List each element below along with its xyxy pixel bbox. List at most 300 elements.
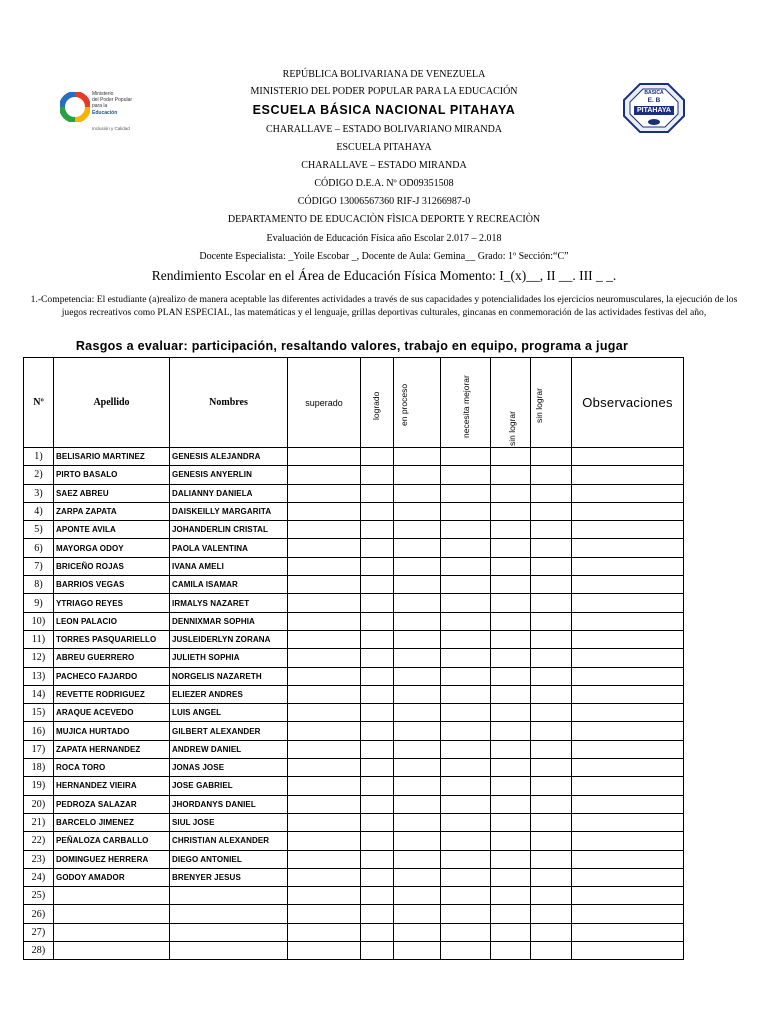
row-apellido: LEON PALACIO bbox=[54, 612, 170, 630]
table-row bbox=[24, 594, 684, 612]
row-apellido: APONTE AVILA bbox=[54, 521, 170, 539]
cell-superado[interactable] bbox=[288, 759, 361, 777]
cell-sin-lograr-2[interactable] bbox=[531, 502, 572, 520]
cell-sin-lograr-1[interactable] bbox=[491, 448, 531, 466]
cell-sin-lograr-1[interactable] bbox=[491, 813, 531, 831]
cell-superado[interactable] bbox=[288, 484, 361, 502]
table-row bbox=[24, 448, 684, 466]
cell-observaciones[interactable] bbox=[572, 539, 684, 557]
school-badge-name: PITAHAYA bbox=[637, 107, 671, 114]
row-apellido: PEÑALOZA CARBALLO bbox=[54, 832, 170, 850]
cell-sin-lograr-1[interactable] bbox=[491, 850, 531, 868]
table-row bbox=[24, 649, 684, 667]
cell-observaciones[interactable] bbox=[572, 612, 684, 630]
cell-necesita-mejorar[interactable] bbox=[441, 594, 491, 612]
row-nombres: PAOLA VALENTINA bbox=[170, 539, 288, 557]
cell-logrado[interactable] bbox=[361, 813, 394, 831]
cell-en-proceso[interactable] bbox=[394, 923, 441, 941]
row-nombres: DENNIXMAR SOPHIA bbox=[170, 612, 288, 630]
cell-logrado[interactable] bbox=[361, 448, 394, 466]
cell-observaciones[interactable] bbox=[572, 630, 684, 648]
cell-observaciones[interactable] bbox=[572, 887, 684, 905]
row-nombres: DAISKEILLY MARGARITA bbox=[170, 502, 288, 520]
row-number: 18) bbox=[24, 759, 54, 777]
header-location-2: CHARALLAVE – ESTADO MIRANDA bbox=[301, 160, 467, 171]
row-apellido bbox=[54, 942, 170, 960]
cell-observaciones[interactable] bbox=[572, 905, 684, 923]
row-apellido: PEDROZA SALAZAR bbox=[54, 795, 170, 813]
row-number: 19) bbox=[24, 777, 54, 795]
row-nombres bbox=[170, 942, 288, 960]
table-row bbox=[24, 905, 684, 923]
cell-logrado[interactable] bbox=[361, 704, 394, 722]
cell-observaciones[interactable] bbox=[572, 484, 684, 502]
cell-sin-lograr-1[interactable] bbox=[491, 649, 531, 667]
cell-en-proceso[interactable] bbox=[394, 795, 441, 813]
row-apellido: MUJICA HURTADO bbox=[54, 722, 170, 740]
cell-superado[interactable] bbox=[288, 832, 361, 850]
cell-necesita-mejorar[interactable] bbox=[441, 667, 491, 685]
cell-sin-lograr-2[interactable] bbox=[531, 448, 572, 466]
cell-logrado[interactable] bbox=[361, 466, 394, 484]
cell-sin-lograr-1[interactable] bbox=[491, 759, 531, 777]
col-header-sin-lograr-1: sin lograr bbox=[507, 411, 517, 446]
row-nombres: CAMILA ISAMAR bbox=[170, 576, 288, 594]
cell-necesita-mejorar[interactable] bbox=[441, 557, 491, 575]
table-row bbox=[24, 539, 684, 557]
row-number: 22) bbox=[24, 832, 54, 850]
cell-en-proceso[interactable] bbox=[394, 630, 441, 648]
header-department: DEPARTAMENTO DE EDUCACIÒN FÌSICA DEPORTE Y RECREACIÒN bbox=[227, 214, 541, 225]
cell-necesita-mejorar[interactable] bbox=[441, 722, 491, 740]
cell-superado[interactable] bbox=[288, 850, 361, 868]
cell-sin-lograr-2[interactable] bbox=[531, 630, 572, 648]
cell-sin-lograr-2[interactable] bbox=[531, 905, 572, 923]
cell-observaciones[interactable] bbox=[572, 448, 684, 466]
cell-superado[interactable] bbox=[288, 539, 361, 557]
cell-superado[interactable] bbox=[288, 521, 361, 539]
cell-sin-lograr-2[interactable] bbox=[531, 704, 572, 722]
row-nombres: GENESIS ANYERLIN bbox=[170, 466, 288, 484]
cell-superado[interactable] bbox=[288, 704, 361, 722]
row-nombres: ANDREW DANIEL bbox=[170, 740, 288, 758]
cell-logrado[interactable] bbox=[361, 502, 394, 520]
cell-logrado[interactable] bbox=[361, 649, 394, 667]
cell-superado[interactable] bbox=[288, 868, 361, 886]
cell-necesita-mejorar[interactable] bbox=[441, 685, 491, 703]
cell-observaciones[interactable] bbox=[572, 576, 684, 594]
cell-necesita-mejorar[interactable] bbox=[441, 484, 491, 502]
row-number: 16) bbox=[24, 722, 54, 740]
cell-logrado[interactable] bbox=[361, 612, 394, 630]
cell-en-proceso[interactable] bbox=[394, 759, 441, 777]
cell-logrado[interactable] bbox=[361, 722, 394, 740]
cell-necesita-mejorar[interactable] bbox=[441, 466, 491, 484]
cell-observaciones[interactable] bbox=[572, 594, 684, 612]
cell-observaciones[interactable] bbox=[572, 722, 684, 740]
cell-superado[interactable] bbox=[288, 722, 361, 740]
cell-superado[interactable] bbox=[288, 740, 361, 758]
cell-sin-lograr-1[interactable] bbox=[491, 905, 531, 923]
cell-necesita-mejorar[interactable] bbox=[441, 887, 491, 905]
cell-en-proceso[interactable] bbox=[394, 502, 441, 520]
cell-en-proceso[interactable] bbox=[394, 649, 441, 667]
cell-observaciones[interactable] bbox=[572, 795, 684, 813]
cell-sin-lograr-1[interactable] bbox=[491, 557, 531, 575]
row-nombres: IRMALYS NAZARET bbox=[170, 594, 288, 612]
cell-sin-lograr-2[interactable] bbox=[531, 484, 572, 502]
cell-sin-lograr-1[interactable] bbox=[491, 502, 531, 520]
col-header-superado: superado bbox=[288, 358, 361, 448]
row-nombres bbox=[170, 887, 288, 905]
cell-superado[interactable] bbox=[288, 630, 361, 648]
cell-logrado[interactable] bbox=[361, 905, 394, 923]
cell-logrado[interactable] bbox=[361, 557, 394, 575]
cell-superado[interactable] bbox=[288, 612, 361, 630]
cell-logrado[interactable] bbox=[361, 740, 394, 758]
cell-en-proceso[interactable] bbox=[394, 722, 441, 740]
row-number: 27) bbox=[24, 923, 54, 941]
row-number: 6) bbox=[24, 539, 54, 557]
cell-sin-lograr-2[interactable] bbox=[531, 521, 572, 539]
cell-superado[interactable] bbox=[288, 813, 361, 831]
table-row bbox=[24, 612, 684, 630]
cell-observaciones[interactable] bbox=[572, 557, 684, 575]
cell-logrado[interactable] bbox=[361, 923, 394, 941]
cell-en-proceso[interactable] bbox=[394, 466, 441, 484]
cell-necesita-mejorar[interactable] bbox=[441, 923, 491, 941]
cell-logrado[interactable] bbox=[361, 942, 394, 960]
cell-sin-lograr-2[interactable] bbox=[531, 594, 572, 612]
cell-sin-lograr-2[interactable] bbox=[531, 685, 572, 703]
cell-observaciones[interactable] bbox=[572, 685, 684, 703]
table-row bbox=[24, 521, 684, 539]
table-row bbox=[24, 795, 684, 813]
row-nombres: JOHANDERLIN CRISTAL bbox=[170, 521, 288, 539]
col-header-logrado: logrado bbox=[371, 391, 381, 420]
table-row bbox=[24, 667, 684, 685]
cell-necesita-mejorar[interactable] bbox=[441, 868, 491, 886]
cell-superado[interactable] bbox=[288, 685, 361, 703]
table-row bbox=[24, 557, 684, 575]
row-number: 10) bbox=[24, 612, 54, 630]
table-row bbox=[24, 704, 684, 722]
cell-logrado[interactable] bbox=[361, 759, 394, 777]
cell-logrado[interactable] bbox=[361, 795, 394, 813]
cell-logrado[interactable] bbox=[361, 832, 394, 850]
cell-observaciones[interactable] bbox=[572, 850, 684, 868]
cell-sin-lograr-2[interactable] bbox=[531, 942, 572, 960]
cell-necesita-mejorar[interactable] bbox=[441, 539, 491, 557]
cell-sin-lograr-2[interactable] bbox=[531, 667, 572, 685]
cell-necesita-mejorar[interactable] bbox=[441, 942, 491, 960]
cell-sin-lograr-1[interactable] bbox=[491, 777, 531, 795]
cell-sin-lograr-1[interactable] bbox=[491, 887, 531, 905]
cell-logrado[interactable] bbox=[361, 539, 394, 557]
col-header-necesita-mejorar: necesita mejorar bbox=[461, 375, 471, 438]
cell-sin-lograr-1[interactable] bbox=[491, 740, 531, 758]
table-row bbox=[24, 813, 684, 831]
cell-superado[interactable] bbox=[288, 667, 361, 685]
cell-observaciones[interactable] bbox=[572, 704, 684, 722]
header-rif-code: CÓDIGO 13006567360 RIF-J 31266987-0 bbox=[297, 196, 471, 207]
row-number: 25) bbox=[24, 887, 54, 905]
cell-logrado[interactable] bbox=[361, 685, 394, 703]
row-number: 15) bbox=[24, 704, 54, 722]
cell-sin-lograr-2[interactable] bbox=[531, 539, 572, 557]
row-nombres: ELIEZER ANDRES bbox=[170, 685, 288, 703]
cell-observaciones[interactable] bbox=[572, 649, 684, 667]
row-apellido: PIRTO BASALO bbox=[54, 466, 170, 484]
row-number: 28) bbox=[24, 942, 54, 960]
cell-sin-lograr-2[interactable] bbox=[531, 649, 572, 667]
cell-logrado[interactable] bbox=[361, 521, 394, 539]
row-nombres: DIEGO ANTONIEL bbox=[170, 850, 288, 868]
cell-logrado[interactable] bbox=[361, 667, 394, 685]
cell-en-proceso[interactable] bbox=[394, 942, 441, 960]
cell-sin-lograr-2[interactable] bbox=[531, 868, 572, 886]
school-logo bbox=[622, 82, 686, 134]
cell-necesita-mejorar[interactable] bbox=[441, 740, 491, 758]
school-name: ESCUELA BÁSICA NACIONAL PITAHAYA bbox=[252, 103, 516, 117]
cell-sin-lograr-2[interactable] bbox=[531, 832, 572, 850]
cell-observaciones[interactable] bbox=[572, 942, 684, 960]
cell-sin-lograr-1[interactable] bbox=[491, 795, 531, 813]
col-header-en-proceso: en proceso bbox=[399, 383, 409, 426]
cell-superado[interactable] bbox=[288, 942, 361, 960]
row-number: 14) bbox=[24, 685, 54, 703]
cell-sin-lograr-2[interactable] bbox=[531, 466, 572, 484]
cell-sin-lograr-1[interactable] bbox=[491, 722, 531, 740]
cell-sin-lograr-1[interactable] bbox=[491, 630, 531, 648]
cell-necesita-mejorar[interactable] bbox=[441, 502, 491, 520]
cell-en-proceso[interactable] bbox=[394, 850, 441, 868]
cell-observaciones[interactable] bbox=[572, 466, 684, 484]
row-apellido: ROCA TORO bbox=[54, 759, 170, 777]
ministry-logo bbox=[52, 86, 142, 138]
school-badge-mid: E. B bbox=[647, 97, 661, 104]
table-row bbox=[24, 740, 684, 758]
table-header-row bbox=[24, 358, 684, 448]
row-number: 20) bbox=[24, 795, 54, 813]
row-nombres bbox=[170, 923, 288, 941]
cell-superado[interactable] bbox=[288, 905, 361, 923]
cell-observaciones[interactable] bbox=[572, 868, 684, 886]
cell-necesita-mejorar[interactable] bbox=[441, 905, 491, 923]
ministry-tagline: Inclusión y Calidad bbox=[92, 126, 130, 131]
row-nombres: JULIETH SOPHIA bbox=[170, 649, 288, 667]
cell-superado[interactable] bbox=[288, 923, 361, 941]
cell-sin-lograr-2[interactable] bbox=[531, 722, 572, 740]
cell-superado[interactable] bbox=[288, 576, 361, 594]
row-apellido bbox=[54, 905, 170, 923]
cell-sin-lograr-2[interactable] bbox=[531, 923, 572, 941]
cell-superado[interactable] bbox=[288, 649, 361, 667]
row-apellido bbox=[54, 887, 170, 905]
row-number: 2) bbox=[24, 466, 54, 484]
row-number: 4) bbox=[24, 502, 54, 520]
table-row bbox=[24, 759, 684, 777]
cell-observaciones[interactable] bbox=[572, 832, 684, 850]
row-nombres: CHRISTIAN ALEXANDER bbox=[170, 832, 288, 850]
col-header-sin-lograr-2-cell bbox=[531, 358, 572, 448]
cell-sin-lograr-1[interactable] bbox=[491, 942, 531, 960]
cell-sin-lograr-1[interactable] bbox=[491, 466, 531, 484]
cell-necesita-mejorar[interactable] bbox=[441, 813, 491, 831]
row-apellido: MAYORGA ODOY bbox=[54, 539, 170, 557]
cell-sin-lograr-2[interactable] bbox=[531, 795, 572, 813]
row-number: 13) bbox=[24, 667, 54, 685]
cell-necesita-mejorar[interactable] bbox=[441, 850, 491, 868]
cell-en-proceso[interactable] bbox=[394, 832, 441, 850]
cell-necesita-mejorar[interactable] bbox=[441, 521, 491, 539]
table-row bbox=[24, 777, 684, 795]
row-apellido: BELISARIO MARTINEZ bbox=[54, 448, 170, 466]
row-nombres: SIUL JOSE bbox=[170, 813, 288, 831]
header-dea-code: CÓDIGO D.E.A. Nº OD09351508 bbox=[314, 178, 454, 189]
cell-en-proceso[interactable] bbox=[394, 813, 441, 831]
cell-necesita-mejorar[interactable] bbox=[441, 612, 491, 630]
row-nombres: GILBERT ALEXANDER bbox=[170, 722, 288, 740]
cell-superado[interactable] bbox=[288, 557, 361, 575]
cell-sin-lograr-1[interactable] bbox=[491, 521, 531, 539]
cell-en-proceso[interactable] bbox=[394, 905, 441, 923]
cell-sin-lograr-1[interactable] bbox=[491, 612, 531, 630]
cell-logrado[interactable] bbox=[361, 594, 394, 612]
col-header-logrado-cell bbox=[361, 358, 394, 448]
cell-necesita-mejorar[interactable] bbox=[441, 630, 491, 648]
cell-superado[interactable] bbox=[288, 448, 361, 466]
cell-observaciones[interactable] bbox=[572, 813, 684, 831]
cell-sin-lograr-1[interactable] bbox=[491, 594, 531, 612]
table-row bbox=[24, 887, 684, 905]
cell-superado[interactable] bbox=[288, 502, 361, 520]
row-number: 12) bbox=[24, 649, 54, 667]
cell-en-proceso[interactable] bbox=[394, 685, 441, 703]
cell-logrado[interactable] bbox=[361, 777, 394, 795]
cell-necesita-mejorar[interactable] bbox=[441, 777, 491, 795]
cell-sin-lograr-2[interactable] bbox=[531, 850, 572, 868]
cell-en-proceso[interactable] bbox=[394, 777, 441, 795]
table-row bbox=[24, 630, 684, 648]
cell-sin-lograr-1[interactable] bbox=[491, 667, 531, 685]
table-row bbox=[24, 942, 684, 960]
row-number: 7) bbox=[24, 557, 54, 575]
table-row bbox=[24, 576, 684, 594]
row-nombres: JUSLEIDERLYN ZORANA bbox=[170, 630, 288, 648]
col-header-num: Nº bbox=[24, 358, 54, 448]
cell-superado[interactable] bbox=[288, 466, 361, 484]
cell-observaciones[interactable] bbox=[572, 667, 684, 685]
cell-necesita-mejorar[interactable] bbox=[441, 448, 491, 466]
cell-observaciones[interactable] bbox=[572, 759, 684, 777]
cell-sin-lograr-2[interactable] bbox=[531, 777, 572, 795]
row-nombres: LUIS ANGEL bbox=[170, 704, 288, 722]
cell-logrado[interactable] bbox=[361, 887, 394, 905]
cell-sin-lograr-1[interactable] bbox=[491, 539, 531, 557]
cell-en-proceso[interactable] bbox=[394, 557, 441, 575]
col-header-sin-lograr-2: sin lograr bbox=[534, 388, 544, 423]
cell-necesita-mejorar[interactable] bbox=[441, 704, 491, 722]
row-number: 26) bbox=[24, 905, 54, 923]
col-header-necesita-mejorar-cell bbox=[441, 358, 491, 448]
cell-en-proceso[interactable] bbox=[394, 594, 441, 612]
header-performance: Rendimiento Escolar en el Área de Educación Física Momento: I_(x)__, II __. III _ _. bbox=[151, 268, 617, 283]
row-nombres: DALIANNY DANIELA bbox=[170, 484, 288, 502]
cell-logrado[interactable] bbox=[361, 484, 394, 502]
cell-necesita-mejorar[interactable] bbox=[441, 649, 491, 667]
cell-observaciones[interactable] bbox=[572, 502, 684, 520]
row-nombres: JOSE GABRIEL bbox=[170, 777, 288, 795]
table-row bbox=[24, 484, 684, 502]
row-number: 8) bbox=[24, 576, 54, 594]
cell-logrado[interactable] bbox=[361, 630, 394, 648]
cell-en-proceso[interactable] bbox=[394, 704, 441, 722]
cell-en-proceso[interactable] bbox=[394, 576, 441, 594]
cell-observaciones[interactable] bbox=[572, 923, 684, 941]
row-apellido: TORRES PASQUARIELLO bbox=[54, 630, 170, 648]
cell-necesita-mejorar[interactable] bbox=[441, 576, 491, 594]
cell-sin-lograr-1[interactable] bbox=[491, 923, 531, 941]
cell-sin-lograr-1[interactable] bbox=[491, 868, 531, 886]
row-apellido: HERNANDEZ VIEIRA bbox=[54, 777, 170, 795]
cell-sin-lograr-2[interactable] bbox=[531, 576, 572, 594]
cell-observaciones[interactable] bbox=[572, 740, 684, 758]
table-row bbox=[24, 502, 684, 520]
cell-sin-lograr-2[interactable] bbox=[531, 813, 572, 831]
cell-sin-lograr-2[interactable] bbox=[531, 612, 572, 630]
cell-superado[interactable] bbox=[288, 887, 361, 905]
cell-en-proceso[interactable] bbox=[394, 539, 441, 557]
cell-en-proceso[interactable] bbox=[394, 887, 441, 905]
row-nombres: NORGELIS NAZARETH bbox=[170, 667, 288, 685]
cell-necesita-mejorar[interactable] bbox=[441, 795, 491, 813]
table-row bbox=[24, 685, 684, 703]
cell-logrado[interactable] bbox=[361, 868, 394, 886]
cell-superado[interactable] bbox=[288, 795, 361, 813]
cell-superado[interactable] bbox=[288, 594, 361, 612]
cell-en-proceso[interactable] bbox=[394, 612, 441, 630]
col-header-nombres: Nombres bbox=[170, 358, 288, 448]
cell-sin-lograr-1[interactable] bbox=[491, 576, 531, 594]
cell-en-proceso[interactable] bbox=[394, 521, 441, 539]
cell-en-proceso[interactable] bbox=[394, 740, 441, 758]
cell-logrado[interactable] bbox=[361, 576, 394, 594]
cell-sin-lograr-2[interactable] bbox=[531, 740, 572, 758]
cell-sin-lograr-2[interactable] bbox=[531, 887, 572, 905]
table-row bbox=[24, 850, 684, 868]
cell-observaciones[interactable] bbox=[572, 521, 684, 539]
cell-sin-lograr-1[interactable] bbox=[491, 704, 531, 722]
cell-en-proceso[interactable] bbox=[394, 448, 441, 466]
cell-sin-lograr-1[interactable] bbox=[491, 832, 531, 850]
row-nombres: BRENYER JESUS bbox=[170, 868, 288, 886]
cell-sin-lograr-1[interactable] bbox=[491, 685, 531, 703]
cell-logrado[interactable] bbox=[361, 850, 394, 868]
cell-sin-lograr-2[interactable] bbox=[531, 759, 572, 777]
cell-en-proceso[interactable] bbox=[394, 868, 441, 886]
cell-observaciones[interactable] bbox=[572, 777, 684, 795]
cell-en-proceso[interactable] bbox=[394, 667, 441, 685]
cell-sin-lograr-2[interactable] bbox=[531, 557, 572, 575]
cell-en-proceso[interactable] bbox=[394, 484, 441, 502]
cell-sin-lograr-1[interactable] bbox=[491, 484, 531, 502]
col-header-sin-lograr-1-cell bbox=[491, 358, 531, 448]
row-apellido: BARRIOS VEGAS bbox=[54, 576, 170, 594]
cell-superado[interactable] bbox=[288, 777, 361, 795]
cell-necesita-mejorar[interactable] bbox=[441, 759, 491, 777]
cell-necesita-mejorar[interactable] bbox=[441, 832, 491, 850]
